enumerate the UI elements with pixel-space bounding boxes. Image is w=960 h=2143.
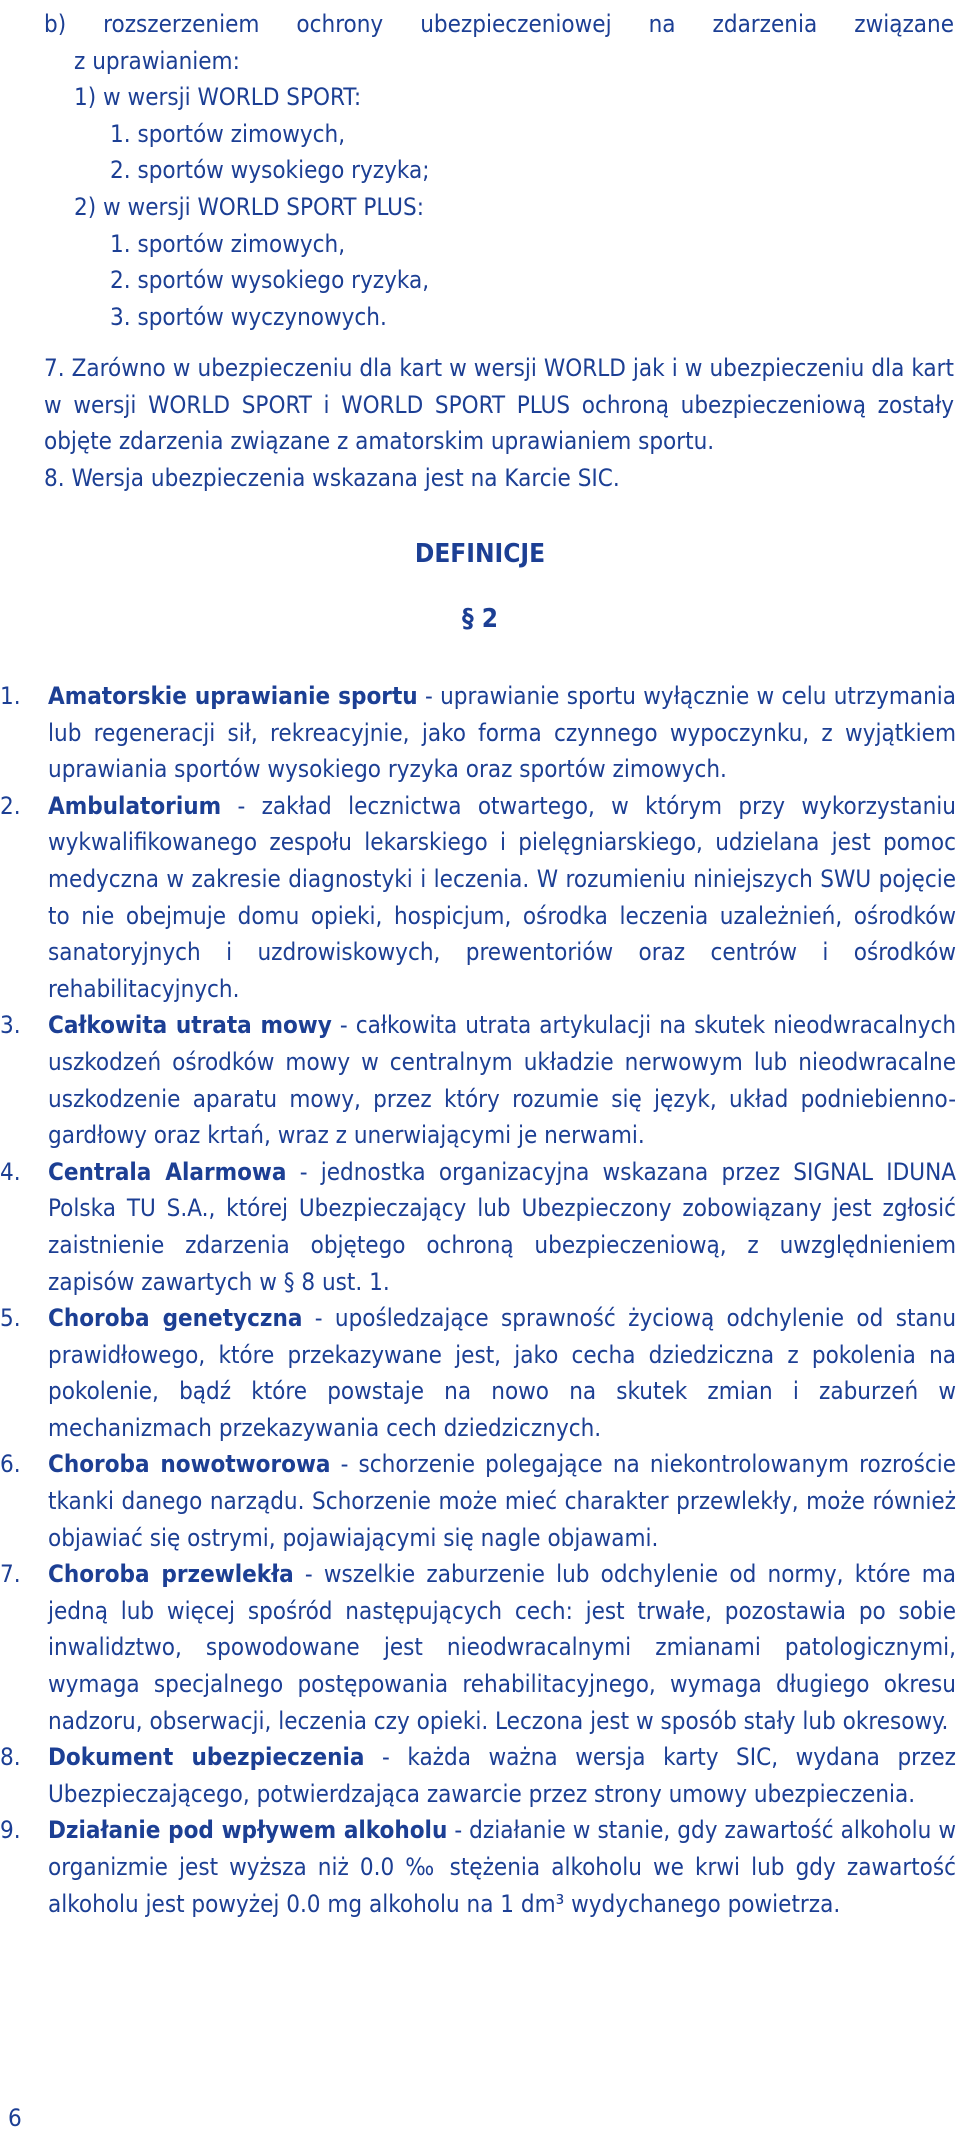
definition-term: Amatorskie uprawianie sportu <box>48 682 418 710</box>
definition-text: - każda ważna wersja karty SIC, wydana przez Ubezpieczającego, potwierdzająca zawarcie przez strony umowy ubezpieczenia. <box>48 1743 956 1808</box>
definition-text: - całkowita utrata artykulacji na skutek nieodwracalnych uszkodzeń ośrodków mowy w centralnym układzie nerwowym lub nieodwracalne uszkodzenie aparatu mowy, przez który rozumie się język, układ podniebienno-gardłowy oraz krtań, wraz z unerwiającymi je nerwami. <box>48 1011 957 1150</box>
definition-number: 3. <box>0 1011 21 1040</box>
definition-number: 4. <box>0 1157 21 1186</box>
definition-6 <box>0 1446 956 1556</box>
definition-term: Dokument ubezpieczenia <box>48 1743 365 1772</box>
definition-term: Choroba nowotworowa <box>48 1450 331 1479</box>
definition-text: - działanie w stanie, gdy zawartość alkoholu w organizmie jest wyższa niż 0.0 ‰ stężenia alkoholu we krwi lub gdy zawartość alkoholu jest powyżej 0.0 mg alkoholu na 1 dm³ wydychanego powietrza. <box>48 1816 956 1918</box>
point-8 <box>44 460 954 497</box>
version-world-sport-plus-title: 2) w wersji WORLD SPORT PLUS: <box>74 192 424 221</box>
definition-text: - wszelkie zaburzenie lub odchylenie od normy, które ma jedną lub więcej spośród następujących cech: jest trwałe, pozostawia po sobie inwalidztwo, spowodowane jest nieodwracalnymi zmianami patologicznymi, wymaga specjalnego postępowania rehabilitacyjnego, wymaga długiego okresu nadzoru, obserwacji, leczenia czy opieki. Leczona jest w sposób stały lub okresowy. <box>48 1560 957 1735</box>
definition-term: Choroba genetyczna <box>48 1304 303 1333</box>
definitions-list <box>0 678 956 1922</box>
definition-number: 5. <box>0 1304 21 1333</box>
version-world-sport-plus-item-1: 1. sportów zimowych, <box>110 229 346 258</box>
section-title: DEFINICJE <box>414 539 546 569</box>
version-world-sport-item-1: 1. sportów zimowych, <box>110 119 346 148</box>
definition-number: 6. <box>0 1450 21 1479</box>
definition-term: Działanie pod wpływem alkoholu <box>48 1816 448 1845</box>
definition-1 <box>0 678 957 788</box>
definition-text: - upośledzające sprawność życiową odchylenie od stanu prawidłowego, które przekazywane jest, jako cecha dziedziczna z pokolenia na pokolenie, bądź które powstaje na nowo na skutek zmian i zaburzeń w mechanizmach przekazywania cech dziedzicznych. <box>48 1304 957 1442</box>
scope-b-line1: b) rozszerzeniem ochrony ubezpieczeniowej na zdarzenia związane <box>44 10 954 38</box>
definition-9 <box>0 1812 956 1922</box>
definition-text: - uprawianie sportu wyłącznie w celu utrzymania lub regeneracji sił, rekreacyjnie, jako forma czynnego wypoczynku, z wyjątkiem uprawiania sportów wysokiego ryzyka oraz sportów zimowych. <box>48 682 957 784</box>
definition-2 <box>0 788 956 1008</box>
definition-text: - jednostka organizacyjna wskazana przez SIGNAL IDUNA Polska TU S.A., której Ubezpieczający lub Ubezpieczony zobowiązany jest zgłosić zaistnienie zdarzenia objętego ochroną ubezpieczeniową, z uwzględnieniem zapisów zawartych w § 8 ust. 1. <box>48 1157 956 1296</box>
definition-3 <box>0 1007 957 1153</box>
definition-term: Centrala Alarmowa <box>48 1157 287 1186</box>
definition-7 <box>0 1556 957 1739</box>
definition-4 <box>0 1154 956 1300</box>
section-paragraph-number: § 2 <box>461 604 499 634</box>
definition-text: - zakład lecznictwa otwartego, w którym przy wykorzystaniu wykwalifikowanego zespołu lekarskiego i pielęgniarskiego, udzielana jest pomoc medyczna w zakresie diagnostyki i leczenia. W rozumieniu niniejszych SWU pojęcie to nie obejmuje domu opieki, hospicjum, ośrodka leczenia uzależnień, ośrodków sanatoryjnych i uzdrowiskowych, prewentoriów oraz centrów i ośrodków rehabilitacyjnych. <box>48 791 956 1003</box>
point-8-text: Wersja ubezpieczenia wskazana jest na Karcie SIC. <box>71 463 620 492</box>
point-7-number: 7. <box>44 354 65 382</box>
points-block <box>44 350 954 496</box>
version-world-sport-title: 1) w wersji WORLD SPORT: <box>74 83 362 112</box>
page-number: 6 <box>8 2104 22 2132</box>
definition-text: - schorzenie polegające na niekontrolowanym rozroście tkanki danego narządu. Schorzenie może mieć charakter przewlekły, może również objawiać się ostrymi, pojawiającymi się nagle objawami. <box>48 1450 956 1552</box>
definition-number: 9. <box>0 1816 21 1845</box>
definition-number: 7. <box>0 1560 21 1589</box>
point-7-text: Zarówno w ubezpieczeniu dla kart w wersji WORLD jak i w ubezpieczeniu dla kart w wersji WORLD SPORT i WORLD SPORT PLUS ochroną ubezpieczeniową zostały objęte zdarzenia związane z amatorskim uprawianiem sportu. <box>44 354 954 456</box>
scope-b-line2: z uprawianiem: <box>74 46 240 75</box>
point-7 <box>44 350 954 460</box>
definition-8 <box>0 1739 956 1812</box>
definition-term: Choroba przewlekła <box>48 1560 294 1589</box>
scope-extension-block <box>44 6 954 335</box>
definition-term: Całkowita utrata mowy <box>48 1011 332 1040</box>
version-world-sport-item-2: 2. sportów wysokiego ryzyka; <box>110 156 430 185</box>
version-world-sport-plus-item-3: 3. sportów wyczynowych. <box>110 302 387 331</box>
definition-number: 2. <box>0 791 21 820</box>
point-8-number: 8. <box>44 463 65 492</box>
definition-number: 8. <box>0 1743 21 1772</box>
version-world-sport-plus-item-2: 2. sportów wysokiego ryzyka, <box>110 266 430 295</box>
definition-number: 1. <box>0 682 21 710</box>
definition-5 <box>0 1300 957 1446</box>
definition-term: Ambulatorium <box>48 791 222 820</box>
